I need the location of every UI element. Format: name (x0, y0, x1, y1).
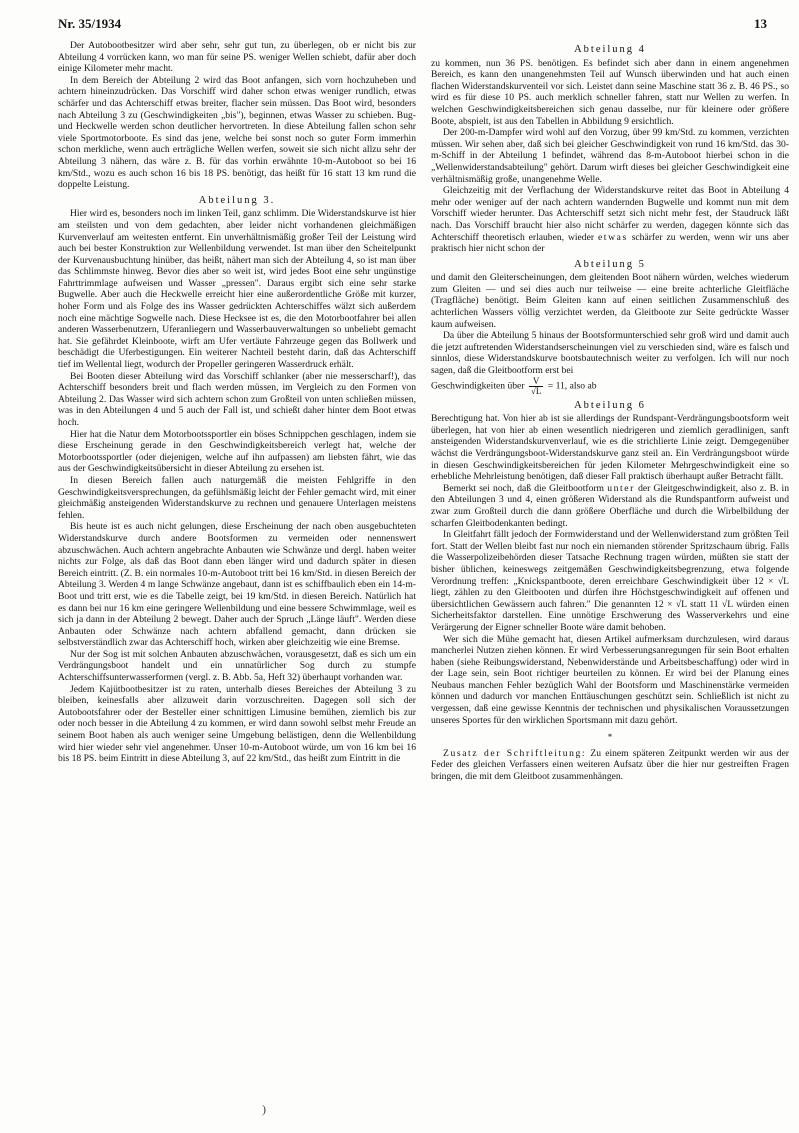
paragraph (431, 483, 789, 529)
paragraph (431, 185, 789, 255)
spaced-emphasis: etwas (597, 231, 628, 243)
editorial-addendum (431, 748, 789, 783)
text-run: schärfer zu werden, wenn wir uns aber praktisch hier nicht schon der (431, 231, 789, 255)
footer-mark: ) (262, 1102, 266, 1116)
velocity-fraction (529, 377, 543, 396)
formula-line (431, 377, 789, 396)
paragraph: In Gleitfahrt fällt jedoch der Formwiderstand und der Wellenwiderstand zum größten Teil fort. Statt der Wellen bleibt fast nur noch ein niemanden störender Spritzschaum übrig. Falls die Wasserpolizeibehörden dieser Tatsache Rechnung tragen würden, müßten sie statt der bisher üblichen, keineswegs zeitgemäßen Geschwindigkeitsbegrenzung, etwa folgende Verordnung treffen: „Knickspantboote, deren erreichbare Geschwindigkeit über 12 × √L liegt, zählen zu den Gleitbooten und dürfen ihre Höchstgeschwindigkeit auf offenen und übersichtlichen Gewässern auch fahren." Die genannten 12 × √L statt 11 √L würden einen Sicherheitsfaktor darstellen. Eine unnötige Erschwerung des Wasserverkehrs und eine Verärgerung der Eigner schneller Boote wäre damit behoben. (431, 529, 789, 633)
separator-asterisk: * (607, 732, 613, 743)
paragraph: und damit den Gleiterscheinungen, dem gleitenden Boot nähern würden, welches wiederum zum Gleiten — und sei dies auch nur teilweise — eine breite achterliche Gleitfläche (Tragfläche) benötigt. Beim Gleiten kann auf einen seitlichen Zusammenschluß des achterlichen Wassers völlig verzichtet werden, da Gleitboote zur Seite gedrückte Wasser kaum aufweisen. (431, 272, 789, 330)
paragraph: Der Autobootbesitzer wird aber sehr, sehr gut tun, zu überlegen, ob er nicht bis zur Abteilung 4 vorrücken kann, wo man für seine PS. weniger Wellen schiebt, dafür aber doch einige Kilometer mehr macht. (58, 40, 416, 75)
paragraph: Jedem Kajütbootbesitzer ist zu raten, unterhalb dieses Bereiches der Abteilung 3 zu bleiben, keinesfalls aber allzuweit darin vorzuschreiten. Dagegen soll sich der Autobootsfahrer oder der Besteller einer schnittigen Limusine bemühen, ziemlich bis zur oder noch besser in die Abteilung 4 zu kommen, er wird dann sowohl selbst mehr Freude an seinem Boot haben als auch weniger seine Umgebung belästigen, denn die Wellenbildung wird hier wieder sehr viel angenehmer. Unser 10-m-Autoboot würde, um von 16 km bei 16 bis 18 PS. beim Eintritt in diese Abteilung 3, auf 22 km/Std., das heißt zum Eintritt in die (58, 683, 416, 765)
paragraph: Der 200-m-Dampfer wird wohl auf den Vorzug, über 99 km/Std. zu kommen, verzichten müssen. Wir sehen aber, daß sich bei gleicher Geschwindigkeit von rund 16 km/Std. das 30-m-Schiff in der Abteilung 1 befindet, während das 8-m-Autoboot hierbei schon in die „Wellenwiderstandsabteilung" gehört. Darum wirft dieses bei gleicher Geschwindigkeit eine verhältnismäßig große, unangenehme Welle. (431, 127, 789, 185)
spaced-emphasis: unter (607, 482, 635, 494)
text-run: Bemerkt sei noch, daß die Gleitbootform (443, 482, 605, 494)
paragraph: Bis heute ist es auch nicht gelungen, diese Erscheinung der nach oben ausgebuchteten Widerstandskurve durch andere Bootsformen zu vermeiden oder nennenswert abzuschwächen. Auch achtern angebrachte Anbauten wie Schwänze und dergl. haben weiter nichts zur Folge, als daß das Boot dann eben länger wird und dadurch später in diesen Bereich eintritt. (Z. B. ein normales 10-m-Autoboot tritt bei 16 km/Std. in diesen Bereich der Abteilung 3. Werden 4 m lange Schwänze angebaut, dann ist es schiffbaulich eben ein 14-m-Boot und tritt erst, wie es die Tabelle zeigt, bei 19 km/Std. in diesen Bereich. Natürlich hat es dann bei nur 16 km eine geringere Wellenbildung und eine bessere Schwimmlage, weil es sich ja dann in der Abteilung 2 bewegt. Daher auch der Spruch „Länge läuft". Werden diese Anbauten oder Schwänze nach achtern abfallend gemacht, dann drücken sie selbstverständlich zwar das Achterschiff hoch, wirken aber gleichzeitig wie eine Bremse. (58, 521, 416, 649)
issue-number: Nr. 35/1934 (58, 16, 122, 31)
text-run: der Gleitgeschwindigkeit, also z. B. in den Abteilungen 3 und 4, einen größeren Widerstand als die Rundspantform aufweist und zwar zum Großteil durch die dann größere Oberfläche und durch die Wirbelbildung der scharfen Gleitbodenkanten bedingt. (431, 482, 789, 529)
addendum-label: Zusatz der Schriftleitung: (443, 747, 587, 759)
paragraph: Wer sich die Mühe gemacht hat, diesen Artikel aufmerksam durchzulesen, wird daraus mancherlei Nutzen ziehen können. Er wird Verbesserungsanregungen für sein Boot erhalten haben (siehe Reibungswiderstand, Nebenwiderstände und Arbeitsbeschaffung) oder wird in der Lage sein, sein Boot richtiger beurteilen zu können. Er wird bei der Planung eines Neubaus manchen Fehler bezüglich Wahl der Bootsform und Maschinenstärke vermeiden können und dadurch vor manchen Enttäuschungen geschützt sein. Schließlich ist nicht zu vergessen, daß eine gewisse Kenntnis der technischen und physikalischen Voraussetzungen unseres Sportes für den wirklichen Sportsmann mit dazu gehört. (431, 633, 789, 726)
section-heading-abteilung-4: Abteilung 4 (574, 44, 646, 55)
paragraph: Nur der Sog ist mit solchen Anbauten abzuschwächen, vorausgesetzt, daß es sich um ein Verdrängungsboot handelt und ein unnatürlicher Sog durch zu stumpfe Achterschiffsunterwasserformen (vergl. z. B. Abb. 5a, Heft 32) überhaupt vorhanden war. (58, 648, 416, 684)
right-column (431, 40, 789, 783)
addendum-text: Zu einem späteren Zeitpunkt werden wir aus der Feder des gleichen Verfassers einen weiteren Aufsatz über die hier nur gestreiften Fragen bringen, die mit dem Gleitboot zusammenhängen. (431, 747, 789, 783)
paragraph: Berechtigung hat. Von hier ab ist sie allerdings der Rundspant-Verdrängungsbootsform weit überlegen, hat von hier ab einen wesentlich niedrigeren und ziemlich geradlinigen, sanft ansteigenden Widerstandskurvenverlauf, wie es die strichlierte Linie zeigt. Demgegenüber wächst die Verdrängungsboot-Widerstandskurve ganz steil an. Ein Verdrängungsboot würde in diesen Geschwindigkeitsbereichen für jeden Kilometer Mehrgeschwindigkeit eine so erhebliche Mehrleistung benötigen, daß dieser Fall praktisch überhaupt außer Betracht fällt. (431, 413, 789, 483)
section-heading-abteilung-5: Abteilung 5 (574, 258, 646, 270)
paragraph: zu kommen, nun 36 PS. benötigen. Es befindet sich aber dann in einem angenehmen Bereich, es kann den unangenehmsten Teil auf Wunsch überwinden und hat auch einen flachen Widerstandskurventeil vor sich. Leistet dann seine Maschine statt 36 z. B. 46 PS., so wird es für diese 10 PS. auch merklich schneller fahren, statt nur Wellen zu werfen. In welchen Geschwindigkeitsbereichen sich genau dasselbe, nur für kleinere oder größere Boote, abspielt, ist aus den Tabellen in Abbildung 9 ersichtlich. (431, 57, 789, 127)
paragraph: Hier hat die Natur dem Motorbootssportler ein böses Schnippchen geschlagen, indem sie diese Erscheinung gerade in den Geschwindigkeitsbereich verlegt hat, welche der Motorbootssportler (oder diejenigen, welche auf ihn aufpassen) am liebsten fährt, wie das aus der Geschwindigkeitsübersicht in dieser Abteilung zu ersehen ist. (58, 428, 416, 475)
paragraph: Da über die Abteilung 5 hinaus der Bootsformunterschied sehr groß wird und damit auch die jetzt auftretenden Widerstandserscheinungen viel zu verschieden sind, wäre es falsch und sinnlos, diese Widerstandskurve bootsbautechnisch weiter zu verfolgen. Ich will nur noch sagen, daß die Gleitbootform erst bei (431, 330, 789, 377)
paragraph (431, 748, 789, 783)
left-column (58, 40, 416, 765)
paragraph: In diesen Bereich fallen auch naturgemäß die meisten Fehlgriffe in den Geschwindigkeitsversprechungen, da gefühlsmäßig leicht der Fehler gemacht wird, mit einer gleichmäßig ansteigenden Widerstandskurve zu rechnen und genauere Unterlagen meistens fehlen. (58, 474, 416, 521)
page-number: 13 (754, 16, 767, 31)
fraction-numerator: V (529, 377, 543, 387)
paragraph: Bei Booten dieser Abteilung wird das Vorschiff schlanker (aber nie messerscharf!), das Achterschiff besonders breit und flach werden müssen, im Vergleich zu den Formen von Abteilung 2. Das Wasser wird sich achtern schon zum Großteil von unten schließen müssen, was in den Abteilungen 4 und 5 auch der Fall ist, und schießt daher hinter dem Boot etwas hoch. (58, 370, 416, 428)
text-run: = 11, also ab (547, 380, 597, 392)
paragraph: Hier wird es, besonders noch im linken Teil, ganz schlimm. Die Widerstandskurve ist hier am steilsten und von dem gedachten, aber leider nicht vorhandenen gleichmäßigen Kurvenverlauf am weitesten entfernt. Ein unverhältnismäßig großer Teil der Leistung wird auch bei bester Konstruktion zur Wellenbildung verwendet. Ist man über den Scheitelpunkt der Kurvenausbuchtung hinüber, das heißt, nähert man sich der Abteilung 4, so ist man über das Schlimmste hinweg. Bevor dies aber so weit ist, wird jedes Boot eine sehr ungünstige Fahrttrimmlage aufweisen und Wasser „pressen". Daraus ergibt sich eine sehr starke Bugwelle. Aber auch die Heckwelle erreicht hier eine außerordentliche Größe mit kurzer, hoher Form und als Folge des ins Wasser gedrückten Achterschiffes wälzt sich außerdem noch eine mächtige Sogwelle nach. Diese Hecksee ist es, die den Motorbootfahrer bei allen anderen Wasserbenutzern, Uferanliegern und Wasserbauverwaltungen so unbeliebt gemacht hat. Sie gefährdet Kleinboote, wirft am Ufer vertäute Fahrzeuge gegen das Bollwerk und beschädigt die Uferbestigungen. Ein weiterer Nachteil besteht darin, daß das Achterschiff tief im Wellental liegt, wodurch der Propeller geringeren Wasserdruck erhält. (58, 208, 416, 371)
text-run: Geschwindigkeiten über (431, 380, 525, 392)
fraction-denominator: √L (530, 385, 542, 396)
section-heading-abteilung-6: Abteilung 6 (574, 399, 646, 411)
section-heading-abteilung-3: Abteilung 3. (198, 194, 276, 206)
paragraph: In dem Bereich der Abteilung 2 wird das Boot anfangen, sich vorn hochzuheben und achtern hineinzudrücken. Das Vorschiff wird daher schon etwas weniger rundlich, etwas schärfer und das Achterschiff etwas breiter, flacher sein müssen. Das Boot wird, besonders nach Abteilung 3 zu (Geschwindigkeiten „bis"), beginnen, etwas Wasser zu schieben. Bug- und Heckwelle werden schon deutlicher hervortreten. In diese Abteilung fallen schon sehr viele Sportmotorboote. Es sind das jene, welche bei sonst noch so guter Form immerhin schon merkliche, wenn auch erträgliche Wellen werfen, soweit sie sich nicht allzu sehr der Abteilung 3 nähern, das wäre z. B. für das vorhin erwähnte 10-m-Autoboot so bei 16 km/Std., wozu es auch schon 16 bis 18 PS. benötigt, das heißt für 16 statt 13 km rund die doppelte Leistung. (58, 74, 416, 191)
text-run: Gleichzeitig mit der Verflachung der Widerstandskurve reitet das Boot in Abteilung 4 mehr oder weniger auf der nach achtern wandernden Bugwelle und kommt nun mit dem Vorschiff wieder herunter. Das Achterschiff setzt sich nicht mehr fest, der Staudruck läßt nach. Das Vorschiff braucht hier also nicht schärfer zu werden, dagegen könnte sich das Achterschiff theoretisch erlauben, wieder (431, 185, 789, 243)
